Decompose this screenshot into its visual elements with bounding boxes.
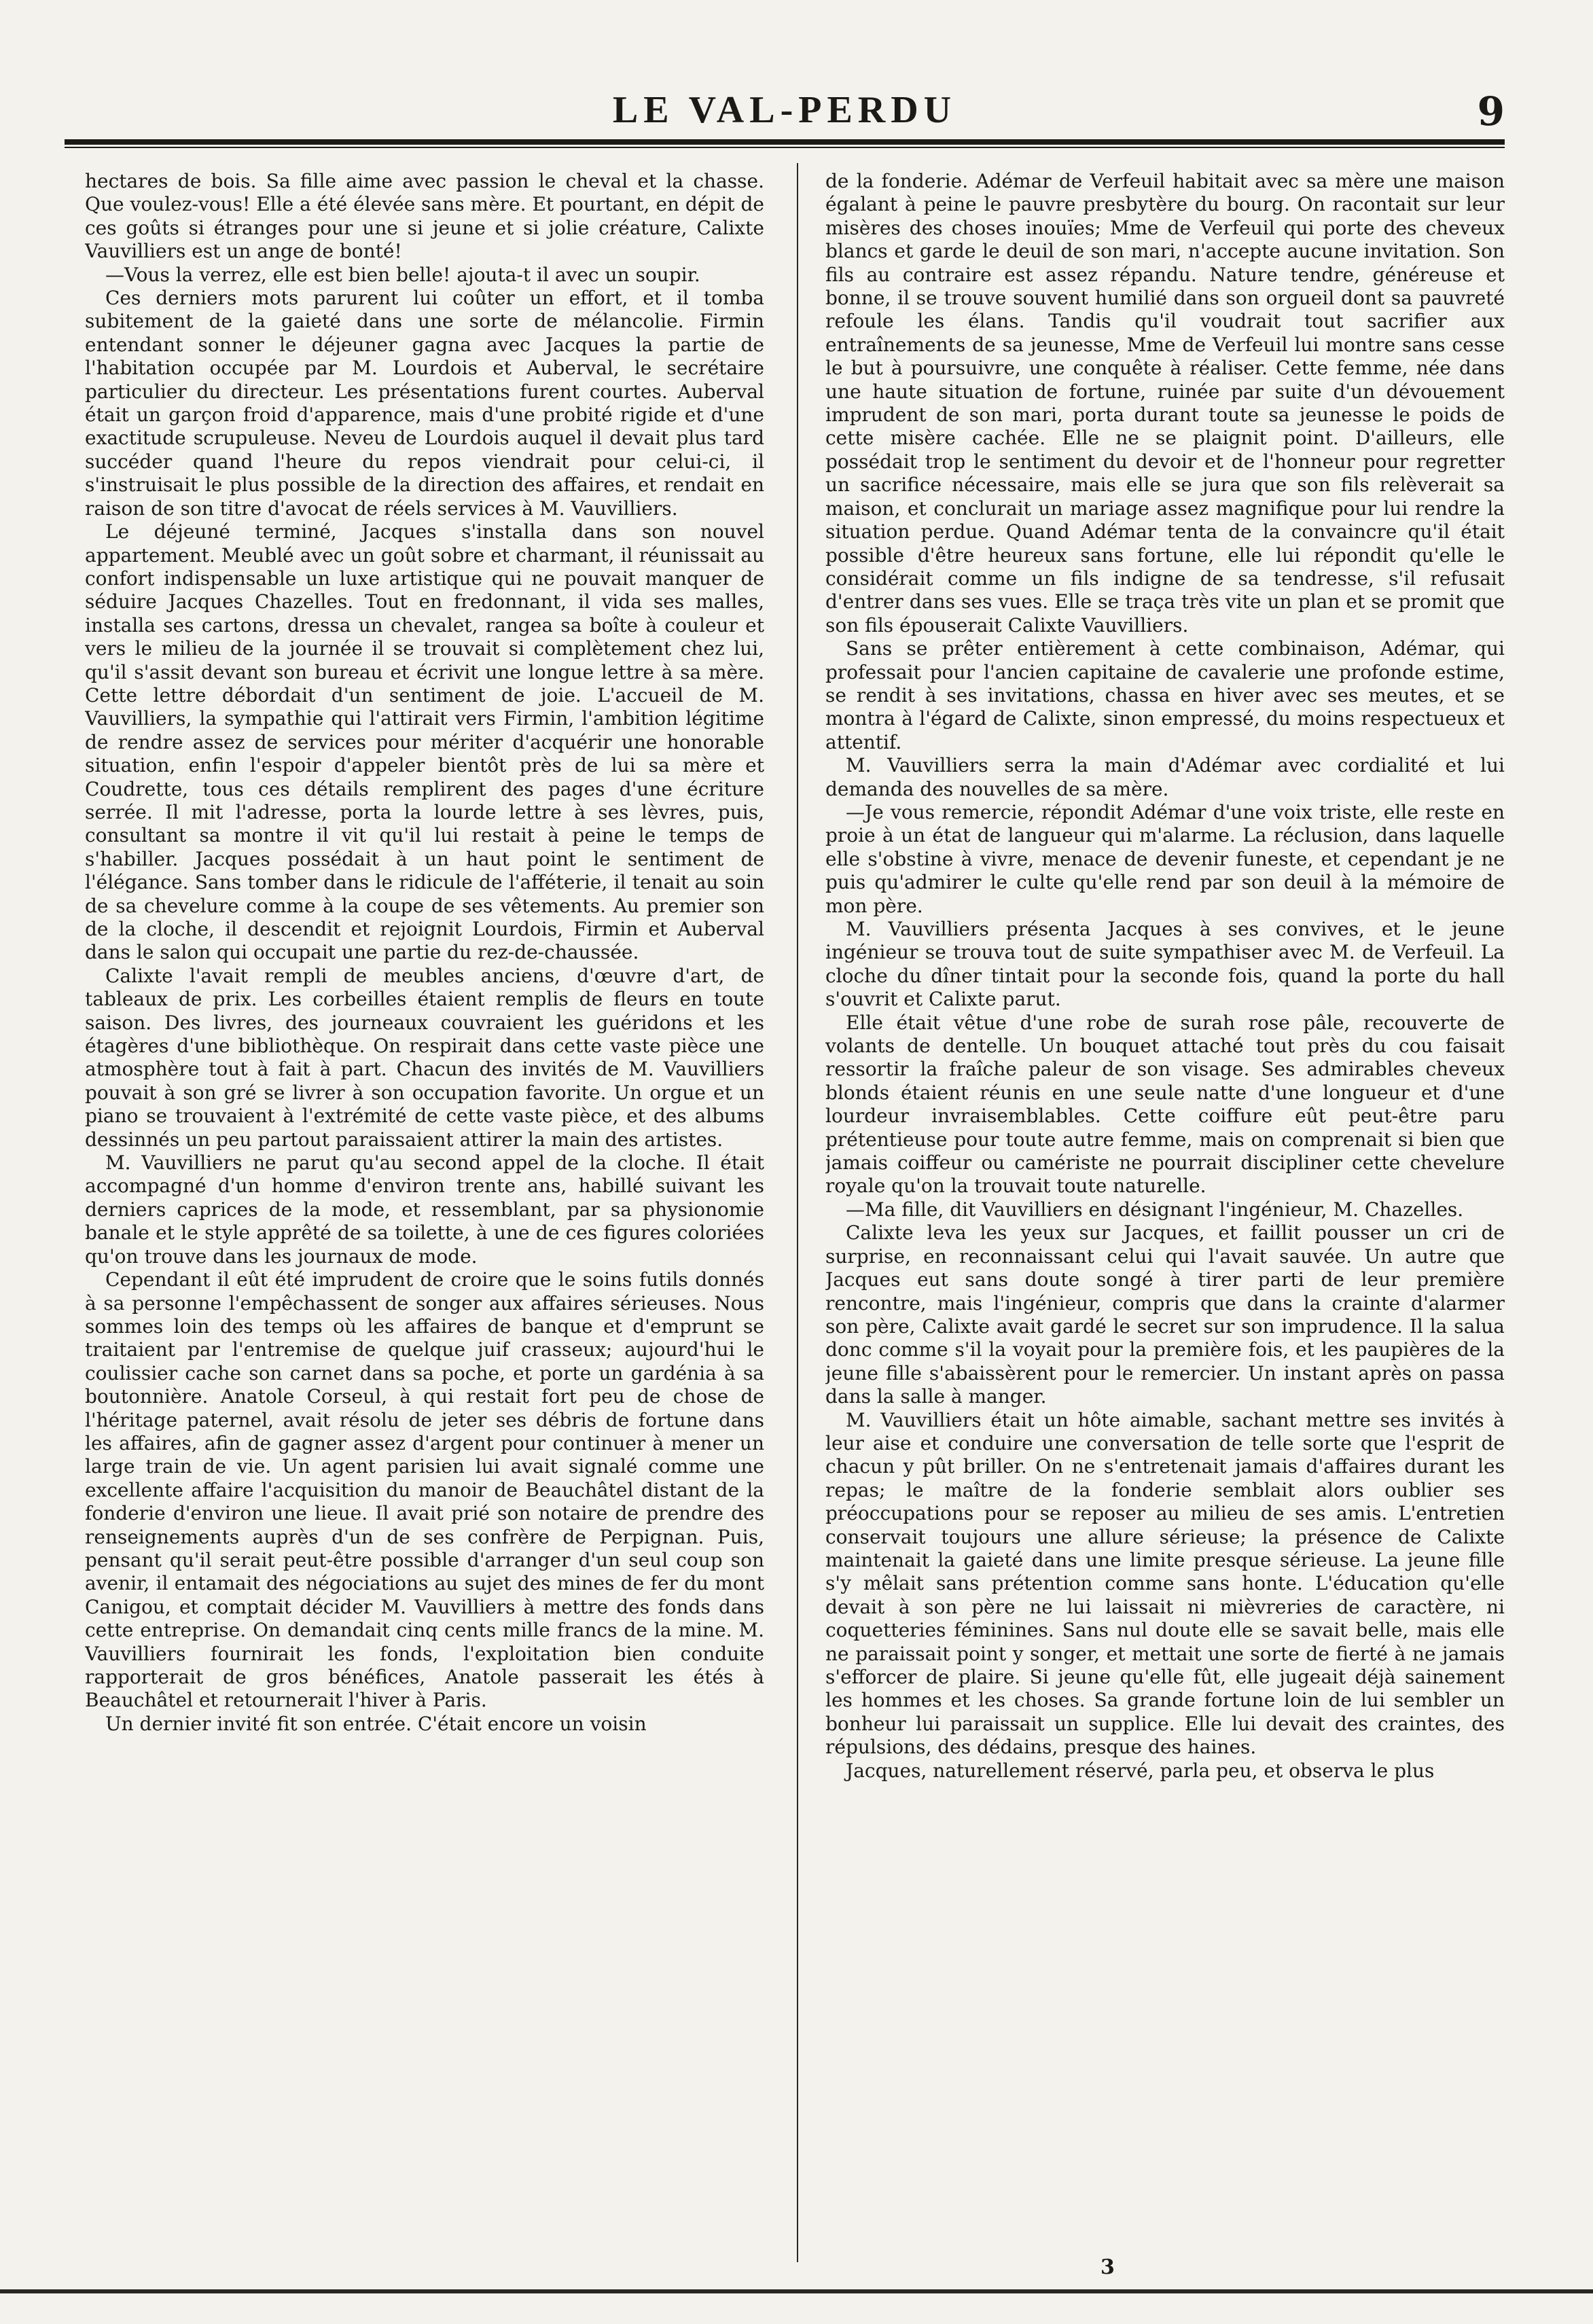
- paragraph: M. Vauvilliers ne parut qu'au second appel de la cloche. Il était accompagné d'un homme d'environ trente ans, habillé suivant les derniers caprices de la mode, et ressemblant, par sa physionomie banale et le style apprêté de sa toilette, à une de ces figures coloriées qu'on trouve dans les journaux de mode.: [85, 1151, 764, 1268]
- paragraph: Le déjeuné terminé, Jacques s'installa dans son nouvel appartement. Meublé avec un goût sobre et charmant, il réunissait au confort indispensable un luxe artistique qui ne pouvait manquer de séduire Jacques Chazelles. Tout en fredonnant, il vida ses malles, installa ses cartons, dressa un chevalet, rangea sa boîte à couleur et vers le milieu de la journée il se trouvait si complètement chez lui, qu'il s'assit devant son bureau et écrivit une longue lettre à sa mère. Cette lettre débordait d'un sentiment de joie. L'accueil de M. Vauvilliers, la sympathie qui l'attirait vers Firmin, l'ambition légitime de rendre assez de services pour mériter d'acquérir une honorable situation, enfin l'espoir d'appeler bientôt près de lui sa mère et Coudrette, tous ces détails remplirent des pages d'une écriture serrée. Il mit l'adresse, porta la lourde lettre à ses lèvres, puis, consultant sa montre il vit qu'il lui restait à peine le temps de s'habiller. Jacques possédait à un haut point le sentiment de l'élégance. Sans tomber dans le ridicule de l'afféterie, il tenait au soin de sa chevelure comme à la coupe de ses vêtements. Au premier son de la cloche, il descendit et rejoignit Lourdois, Firmin et Auberval dans le salon qui occupait une partie du rez-de-chaussée.: [85, 520, 764, 964]
- paragraph: Calixte leva les yeux sur Jacques, et faillit pousser un cri de surprise, en reconnaissant celui qui l'avait sauvée. Un autre que Jacques eut sans doute songé à tirer parti de leur première rencontre, mais l'ingénieur, compris que dans la crainte d'alarmer son père, Calixte avait gardé le secret sur son imprudence. Il la salua donc comme s'il la voyait pour la première fois, et les paupières de la jeune fille s'abaissèrent pour le remercier. Un instant après on passa dans la salle à manger.: [825, 1221, 1505, 1408]
- paragraph: —Je vous remercie, répondit Adémar d'une voix triste, elle reste en proie à un état de langueur qui m'alarme. La réclusion, dans laquelle elle s'obstine à vivre, menace de devenir funeste, et cependant je ne puis qu'admirer le culte qu'elle rend par son deuil à la mémoire de mon père.: [825, 800, 1505, 917]
- paragraph: Ces derniers mots parurent lui coûter un effort, et il tomba subitement de la gaieté dans une sorte de mélancolie. Firmin entendant sonner le déjeuner gagna avec Jacques la partie de l'habitation occupée par M. Lourdois et Auberval, le secrétaire particulier du directeur. Les présentations furent courtes. Auberval était un garçon froid d'apparence, mais d'une probité rigide et d'une exactitude scrupuleuse. Neveu de Lourdois auquel il devait plus tard succéder quand l'heure du repos viendrait pour celui-ci, il s'instruisait le plus possible de la direction des affaires, et rendait en raison de son titre d'avocat de réels services à M. Vauvilliers.: [85, 287, 764, 520]
- column-divider: [797, 163, 798, 2262]
- left-column: [85, 170, 764, 2262]
- paragraph: Cependant il eût été imprudent de croire que le soins futils donnés à sa personne l'empêchassent de songer aux affaires sérieuses. Nous sommes loin des temps où les affaires de banque et d'emprunt se traitaient par l'entremise de quelque juif crasseux; aujourd'hui le coulissier cache son carnet dans sa poche, et porte un gardénia à sa boutonnière. Anatole Corseul, à qui restait fort peu de chose de l'héritage paternel, avait résolu de jeter ses débris de fortune dans les affaires, afin de gagner assez d'argent pour continuer à mener un large train de vie. Un agent parisien lui avait signalé comme une excellente affaire l'acquisition du manoir de Beauchâtel distant de la fonderie d'environ une lieue. Il avait prié son notaire de prendre des renseignements auprès d'un de ses confrère de Perpignan. Puis, pensant qu'il serait peut-être possible d'arranger d'un seul coup son avenir, il entamait des négociations au sujet des mines de fer du mont Canigou, et comptait décider M. Vauvilliers à mettre des fonds dans cette entreprise. On demandait cinq cents mille francs de la mine. M. Vauvilliers fournirait les fonds, l'exploitation bien conduite rapporterait de gros bénéfices, Anatole passerait les étés à Beauchâtel et retournerait l'hiver à Paris.: [85, 1268, 764, 1712]
- paragraph: Un dernier invité fit son entrée. C'était encore un voisin: [105, 1712, 647, 1735]
- header-rule-thin: [65, 147, 1505, 148]
- page-number: 9: [1477, 88, 1505, 135]
- page-header: [65, 88, 1505, 136]
- bottom-rule: [0, 2289, 1593, 2293]
- paragraph: Sans se prêter entièrement à cette combinaison, Adémar, qui professait pour l'ancien capitaine de cavalerie une profonde estime, se rendit à ses invitations, chassa en hiver avec ses meutes, et se montra à l'égard de Calixte, sinon empressé, du moins respectueux et attentif.: [825, 637, 1505, 753]
- paragraph: Calixte l'avait rempli de meubles anciens, d'œuvre d'art, de tableaux de prix. Les corbeilles étaient remplis de fleurs en toute saison. Des livres, des journeaux couvraient les guéridons et les étagères d'une bibliothèque. On respirait dans cette vaste pièce une atmosphère tout à fait à part. Chacun des invités de M. Vauvilliers pouvait à son gré se livrer à son occupation favorite. Un orgue et un piano se trouvaient à l'extrémité de cette vaste pièce, et des albums dessinnés un peu partout paraissaient attirer la main des artistes.: [85, 964, 764, 1151]
- paragraph: —Ma fille, dit Vauvilliers en désignant l'ingénieur, M. Chazelles.: [846, 1198, 1464, 1221]
- right-column: [825, 170, 1505, 2262]
- paragraph: hectares de bois. Sa fille aime avec passion le cheval et la chasse. Que voulez-vous! Elle a été élevée sans mère. Et pourtant, en dépit de ces goûts si étranges pour une si jeune et si jolie créature, Calixte Vauvilliers est un ange de bonté!: [85, 170, 764, 263]
- paragraph: M. Vauvilliers présenta Jacques à ses convives, et le jeune ingénieur se trouva tout de suite sympathiser avec M. de Verfeuil. La cloche du dîner tintait pour la seconde fois, quand la porte du hall s'ouvrit et Calixte parut.: [825, 918, 1505, 1011]
- page-title: LE VAL-PERDU: [612, 89, 957, 131]
- paragraph: Elle était vêtue d'une robe de surah rose pâle, recouverte de volants de dentelle. Un bouquet attaché tout près du cou faisait ressortir la fraîche paleur de son visage. Ses admirables cheveux blonds étaient réunis en une seule natte d'une longueur et d'une lourdeur invraisemblables. Cette coiffure eût peut-être paru prétentieuse pour toute autre femme, mais on comprenait si bien que jamais coiffeur ou caméristе ne pourrait discipliner cette chevelure royale qu'on la trouvait toute naturelle.: [825, 1011, 1505, 1198]
- paragraph: —Vous la verrez, elle est bien belle! ajouta-t il avec un soupir.: [105, 263, 700, 286]
- signature-mark: 3: [1100, 2255, 1115, 2279]
- header-rule: [65, 139, 1505, 145]
- paragraph: M. Vauvilliers serra la main d'Adémar avec cordialité et lui demanda des nouvelles de sa mère.: [825, 754, 1505, 800]
- paragraph: Jacques, naturellement réservé, parla peu, et observa le plus: [846, 1759, 1435, 1782]
- paragraph: de la fonderie. Adémar de Verfeuil habitait avec sa mère une maison égalant à peine le pauvre presbytère du bourg. On racontait sur leur misères des choses inouïes; Mme de Verfeuil qui porte des cheveux blancs et garde le deuil de son mari, n'accepte aucune invitation. Son fils au contraire est assez répandu. Nature tendre, généreuse et bonne, il se trouve souvent humilié dans son orgueil dont sa pauvreté refoule les élans. Tandis qu'il voudrait tout sacrifier aux entraînements de sa jeunesse, Mme de Verfeuil lui montre sans cesse le but à poursuivre, une conquête à réaliser. Cette femme, née dans une haute situation de fortune, ruinée par suite d'un dévouement imprudent de son mari, porta durant toute sa jeunesse le poids de cette misère cachée. Elle ne se plaignit point. D'ailleurs, elle possédait trop le sentiment du devoir et de l'honneur pour regretter un sacrifice nécessaire, mais elle se jura que son fils relèverait sa maison, et conclurait un mariage assez magnifique pour lui rendre la situation perdue. Quand Adémar tenta de la convaincre qu'il était possible d'être heureux sans fortune, elle lui répondit qu'elle le considérait comme un fils indigne de sa tendresse, s'il refusait d'entrer dans ses vues. Elle se traça très vite un plan et se promit que son fils épouserait Calixte Vauvilliers.: [825, 170, 1505, 637]
- paragraph: M. Vauvilliers était un hôte aimable, sachant mettre ses invités à leur aise et conduire une conversation de telle sorte que l'esprit de chacun y pût briller. On ne s'entretenait jamais d'affaires durant les repas; le maître de la fonderie semblait alors oublier ses préoccupations pour se reposer au milieu de ses amis. L'entretien conservait toujours une allure sérieuse; la présence de Calixte maintenait la gaieté dans une limite presque sérieuse. La jeune fille s'y mêlait sans prétention comme sans honte. L'éducation qu'elle devait à son père ne lui laissait ni mièvreries de caractère, ni coquetteries féminines. Sans nul doute elle se savait belle, mais elle ne paraissait point y songer, et mettait une sorte de fierté à ne jamais s'efforcer de plaire. Si jeune qu'elle fût, elle jugeait déjà sainement les hommes et les choses. Sa grande fortune loin de lui sembler un bonheur lui paraissait un supplice. Elle lui devait des craintes, des répulsions, des dédains, presque des haines.: [825, 1408, 1505, 1759]
